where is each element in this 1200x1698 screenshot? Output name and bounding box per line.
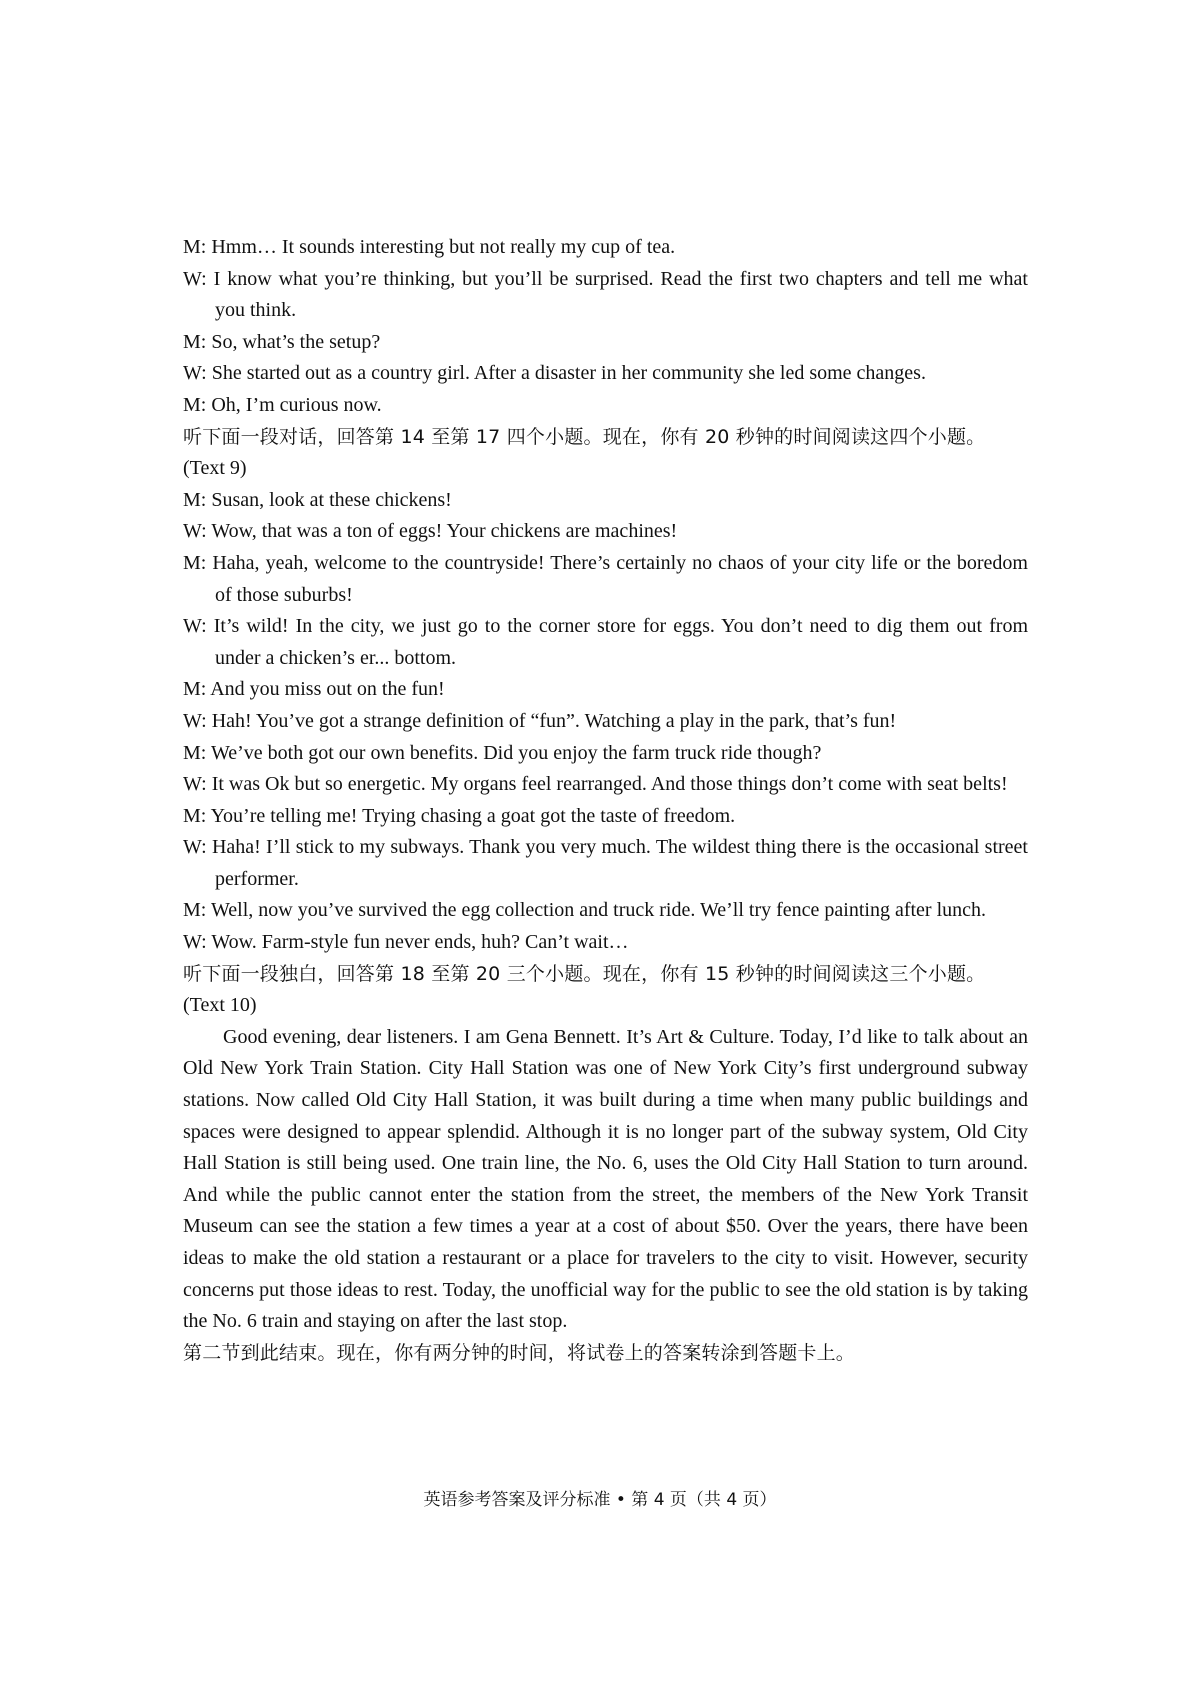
monologue-paragraph: Good evening, dear listeners. I am Gena Bennett. It’s Art & Culture. Today, I’d like to talk about an Old New York Train Station. City Hall Station was one of New York City’s first underground subway stations. Now called Old City Hall Station, it was built during a time when many public buildings and spaces were designed to appear splendid. Although it is no longer part of the subway system, Old City Hall Station is still being used. One train line, the No. 6, uses the Old City Hall Station to turn around. And while the public cannot enter the station from the street, the members of the New York Transit Museum can see the station a few times a year at a cost of about $50. Over the years, there have been ideas to make the old station a restaurant or a place for travelers to the city to visit. However, security concerns put those ideas to rest. Today, the unofficial way for the public to see the old station is by taking the No. 6 train and staying on after the last stop. <box>183 1025 1028 1333</box>
label-text10: (Text 10) <box>183 994 257 1017</box>
dialogue-line: W: She started out as a country girl. After a disaster in her community she led some changes. <box>183 362 926 385</box>
dialogue-line: M: Haha, yeah, welcome to the countryside! There’s certainly no chaos of your city life or the boredom of those suburbs! <box>183 551 1028 606</box>
dialogue-line: W: It’s wild! In the city, we just go to the corner store for eggs. You don’t need to dig them out from under a chicken’s er... bottom. <box>183 615 1028 669</box>
dialogue-line: M: So, what’s the setup? <box>183 330 381 353</box>
dialogue-line: M: And you miss out on the fun! <box>183 678 445 701</box>
dialogue-line: M: You’re telling me! Trying chasing a goat got the taste of freedom. <box>183 804 736 827</box>
dialogue-line: M: We’ve both got our own benefits. Did you enjoy the farm truck ride though? <box>183 741 822 764</box>
dialogue-line: W: Haha! I’ll stick to my subways. Thank you very much. The wildest thing there is the occasional street performer. <box>183 836 1028 890</box>
dialogue-line: W: Wow. Farm-style fun never ends, huh? Can’t wait… <box>183 931 629 954</box>
instruction-text9: 听下面一段对话，回答第 14 至第 17 四个小题。现在，你有 20 秒钟的时间阅读这四个小题。 <box>183 425 986 448</box>
dialogue-line: M: Well, now you’ve survived the egg collection and truck ride. We’ll try fence painting after lunch. <box>183 899 987 922</box>
page-content <box>183 232 1028 1369</box>
dialogue-line: W: Hah! You’ve got a strange definition of “fun”. Watching a play in the park, that’s fun! <box>183 709 897 732</box>
dialogue-line: W: I know what you’re thinking, but you’ll be surprised. Read the first two chapters and tell me what you think. <box>183 267 1028 322</box>
label-text9: (Text 9) <box>183 457 247 480</box>
closing-instruction: 第二节到此结束。现在，你有两分钟的时间，将试卷上的答案转涂到答题卡上。 <box>183 1341 856 1364</box>
dialogue-line: M: Hmm… It sounds interesting but not really my cup of tea. <box>183 236 676 258</box>
dialogue-line: W: Wow, that was a ton of eggs! Your chickens are machines! <box>183 520 678 543</box>
dialogue-line: M: Oh, I’m curious now. <box>183 393 382 416</box>
page-footer: 英语参考答案及评分标准 • 第 4 页（共 4 页） <box>423 1490 777 1510</box>
dialogue-line: W: It was Ok but so energetic. My organs feel rearranged. And those things don’t come with seat belts! <box>183 773 1008 796</box>
dialogue-line: M: Susan, look at these chickens! <box>183 488 452 511</box>
instruction-text10: 听下面一段独白，回答第 18 至第 20 三个小题。现在，你有 15 秒钟的时间阅读这三个小题。 <box>183 962 986 985</box>
